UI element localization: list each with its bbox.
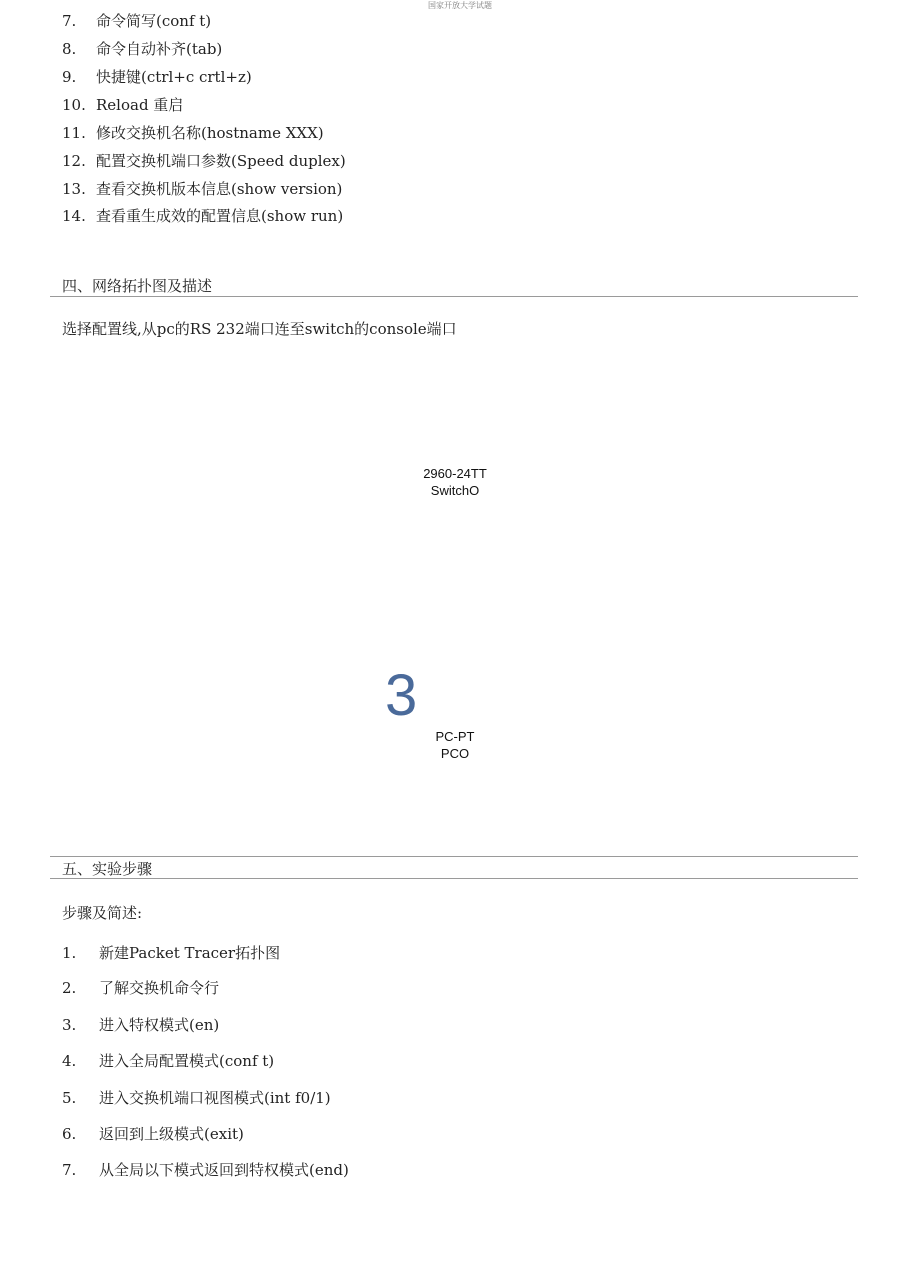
list-item-text: 修改交换机名称(hostname XXX)	[96, 124, 324, 142]
list-item	[62, 1051, 274, 1071]
list-item	[62, 943, 280, 963]
list-item	[62, 151, 346, 171]
list-item	[62, 95, 183, 115]
switch-label	[395, 465, 515, 499]
list-item-text: 从全局以下模式返回到特权模式(end)	[99, 1161, 349, 1179]
list-item-number: 5.	[62, 1089, 77, 1107]
pc-name: PCO	[440, 746, 470, 761]
list-item-number: 9.	[62, 68, 77, 86]
list-item-number: 7.	[62, 12, 77, 30]
switch-name: SwitchO	[430, 483, 480, 498]
section-divider	[50, 296, 858, 297]
pc-device-icon: 3	[385, 663, 418, 728]
list-item	[62, 1015, 219, 1035]
list-item	[62, 123, 324, 143]
list-item-text: 查看重生成效的配置信息(show run)	[96, 207, 344, 225]
list-item	[62, 206, 343, 226]
section-divider	[50, 856, 858, 857]
list-item-text: 进入特权模式(en)	[99, 1016, 220, 1034]
list-item-text: 命令简写(conf t)	[96, 12, 212, 30]
list-item-number: 11.	[62, 124, 86, 142]
switch-model: 2960-24TT	[423, 466, 487, 481]
list-item-number: 14.	[62, 207, 86, 225]
steps-intro: 步骤及简述:	[62, 904, 143, 922]
list-item-text: Reload 重启	[96, 96, 184, 114]
list-item-number: 4.	[62, 1052, 77, 1070]
list-item-number: 2.	[62, 979, 77, 997]
list-item	[62, 978, 219, 998]
list-item-text: 进入交换机端口视图模式(int f0/1)	[99, 1089, 331, 1107]
list-item	[62, 179, 342, 199]
list-item-number: 10.	[62, 96, 86, 114]
topology-description: 选择配置线,从pc的RS 232端口连至switch的console端口	[62, 320, 457, 338]
list-item-text: 查看交换机版本信息(show version)	[96, 180, 343, 198]
list-item	[62, 1124, 244, 1144]
list-item-text: 返回到上级模式(exit)	[99, 1125, 244, 1143]
list-item-text: 新建Packet Tracer拓扑图	[99, 944, 281, 962]
list-item-text: 命令自动补齐(tab)	[96, 40, 223, 58]
list-item-text: 配置交换机端口参数(Speed duplex)	[96, 152, 346, 170]
list-item	[62, 1160, 349, 1180]
list-item-number: 8.	[62, 40, 77, 58]
list-item	[62, 11, 211, 31]
list-item-number: 3.	[62, 1016, 77, 1034]
list-item-number: 6.	[62, 1125, 77, 1143]
section-divider	[50, 878, 858, 879]
pc-label	[395, 728, 515, 762]
list-item	[62, 1088, 331, 1108]
list-item	[62, 39, 222, 59]
list-item-number: 1.	[62, 944, 77, 962]
list-item-text: 快捷键(ctrl+c crtl+z)	[96, 68, 252, 86]
list-item-number: 7.	[62, 1161, 77, 1179]
section-5-title: 五、实验步骤	[62, 860, 153, 878]
list-item-number: 13.	[62, 180, 86, 198]
pc-model: PC-PT	[435, 729, 475, 744]
list-item-text: 进入全局配置模式(conf t)	[99, 1052, 275, 1070]
section-4-title: 四、网络拓扑图及描述	[62, 277, 213, 295]
list-item-number: 12.	[62, 152, 86, 170]
list-item	[62, 67, 252, 87]
page-header-note: 国家开放大学试题	[428, 1, 492, 10]
list-item-text: 了解交换机命令行	[99, 979, 220, 997]
